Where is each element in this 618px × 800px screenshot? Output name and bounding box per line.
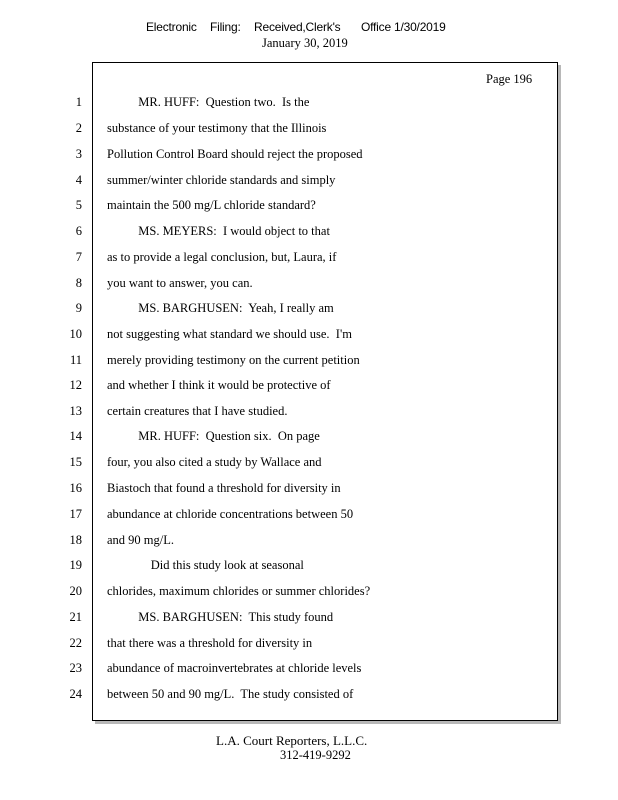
line-number: 12 [69,378,82,392]
line-number: 6 [75,224,82,238]
line-number: 1 [75,95,82,109]
transcript-line: abundance at chloride concentrations between 50 [107,507,354,521]
line-number: 2 [75,121,82,135]
transcript-line: MR. HUFF: Question two. Is the [107,95,310,109]
line-number: 13 [69,404,82,418]
transcript-line: Biastoch that found a threshold for diversity in [107,481,341,495]
line-number: 17 [69,507,82,521]
transcript-line: Pollution Control Board should reject the proposed [107,147,363,161]
line-number: 23 [69,661,82,675]
line-number: 8 [75,276,82,290]
line-number: 18 [69,533,82,547]
transcript-line: Did this study look at seasonal [107,558,304,572]
transcript-line: you want to answer, you can. [107,276,253,290]
line-number: 4 [75,173,82,187]
line-number: 21 [69,610,82,624]
line-number: 14 [69,429,82,443]
transcript-line: not suggesting what standard we should use. I'm [107,327,352,341]
transcript-line: abundance of macroinvertebrates at chloride levels [107,661,362,675]
line-number: 22 [69,636,82,650]
line-number: 9 [75,301,82,315]
transcript-line: that there was a threshold for diversity in [107,636,313,650]
transcript-line: merely providing testimony on the current petition [107,353,360,367]
line-number: 7 [75,250,82,264]
line-number: 11 [69,353,82,367]
transcript-line: four, you also cited a study by Wallace and [107,455,322,469]
transcript-line: as to provide a legal conclusion, but, Laura, if [107,250,337,264]
transcript-line: MS. MEYERS: I would object to that [107,224,330,238]
line-number: 15 [69,455,82,469]
stamp-filing: Filing: [210,20,241,34]
stamp-electronic: Electronic [146,20,197,34]
transcript-line: certain creatures that I have studied. [107,404,288,418]
line-number: 16 [69,481,82,495]
transcript-line: substance of your testimony that the Illinois [107,121,327,135]
stamp-received: Received,Clerk's [254,20,341,34]
line-number: 20 [69,584,82,598]
footer-phone: 312-419-9292 [280,748,351,762]
line-number: 10 [69,327,82,341]
page-number: Page 196 [486,72,533,86]
line-number: 19 [69,558,82,572]
line-number: 24 [69,687,82,701]
filing-stamp [146,20,446,34]
transcript-line: and whether I think it would be protective of [107,378,331,392]
transcript-line: maintain the 500 mg/L chloride standard? [107,198,316,212]
filing-date-line: January 30, 2019 [262,36,348,50]
transcript-line: MR. HUFF: Question six. On page [107,429,320,443]
transcript-line: between 50 and 90 mg/L. The study consisted of [107,687,354,701]
stamp-date: 1/30/2019 [394,20,446,34]
transcript-line: MS. BARGHUSEN: This study found [107,610,334,624]
transcript-line: chlorides, maximum chlorides or summer chlorides? [107,584,371,598]
footer-company: L.A. Court Reporters, L.L.C. [216,733,368,748]
transcript-line: and 90 mg/L. [107,533,175,547]
transcript-line: MS. BARGHUSEN: Yeah, I really am [107,301,334,315]
line-number: 5 [75,198,82,212]
stamp-office: Office [361,20,391,34]
transcript-line: summer/winter chloride standards and simply [107,173,336,187]
line-number: 3 [75,147,82,161]
